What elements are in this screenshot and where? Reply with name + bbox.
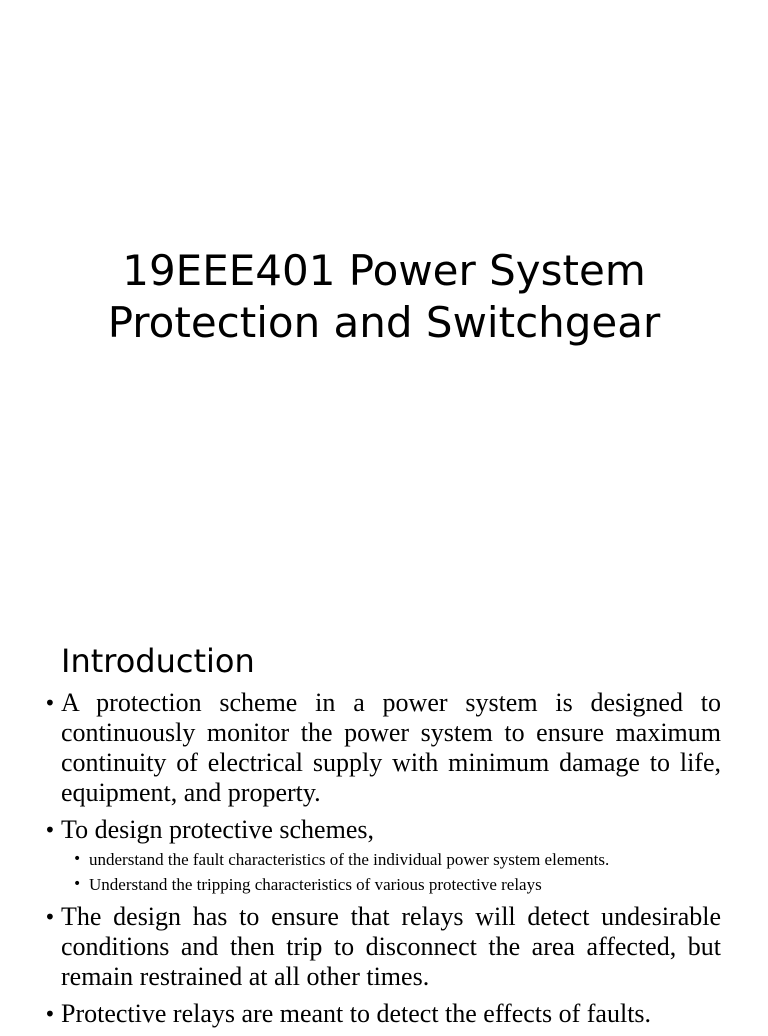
bullet-item: • The design has to ensure that relays will detect undesirable conditions and then trip to disconnect the area affected, but remain restrained at all other times. (61, 902, 721, 992)
bullet-text: To design protective schemes, (61, 815, 374, 844)
slide-title-line-2: Protection and Switchgear (107, 298, 661, 347)
bullet-item (61, 815, 721, 895)
sub-bullet-item: • Understand the tripping characteristics of various protective relays (89, 874, 721, 895)
sub-bullet-list (61, 849, 721, 895)
slide-title-line-1: 19EEE401 Power System (122, 246, 646, 295)
section-heading: Introduction (61, 642, 255, 680)
bullet-list (0, 688, 768, 1036)
slide-title (0, 245, 768, 349)
bullet-item: • Protective relays are meant to detect the effects of faults. (61, 999, 721, 1029)
bullet-item: • A protection scheme in a power system is designed to continuously monitor the power system to ensure maximum continuity of electrical supply with minimum damage to life, equipment, and property. (61, 688, 721, 808)
sub-bullet-item: • understand the fault characteristics of the individual power system elements. (89, 849, 721, 870)
